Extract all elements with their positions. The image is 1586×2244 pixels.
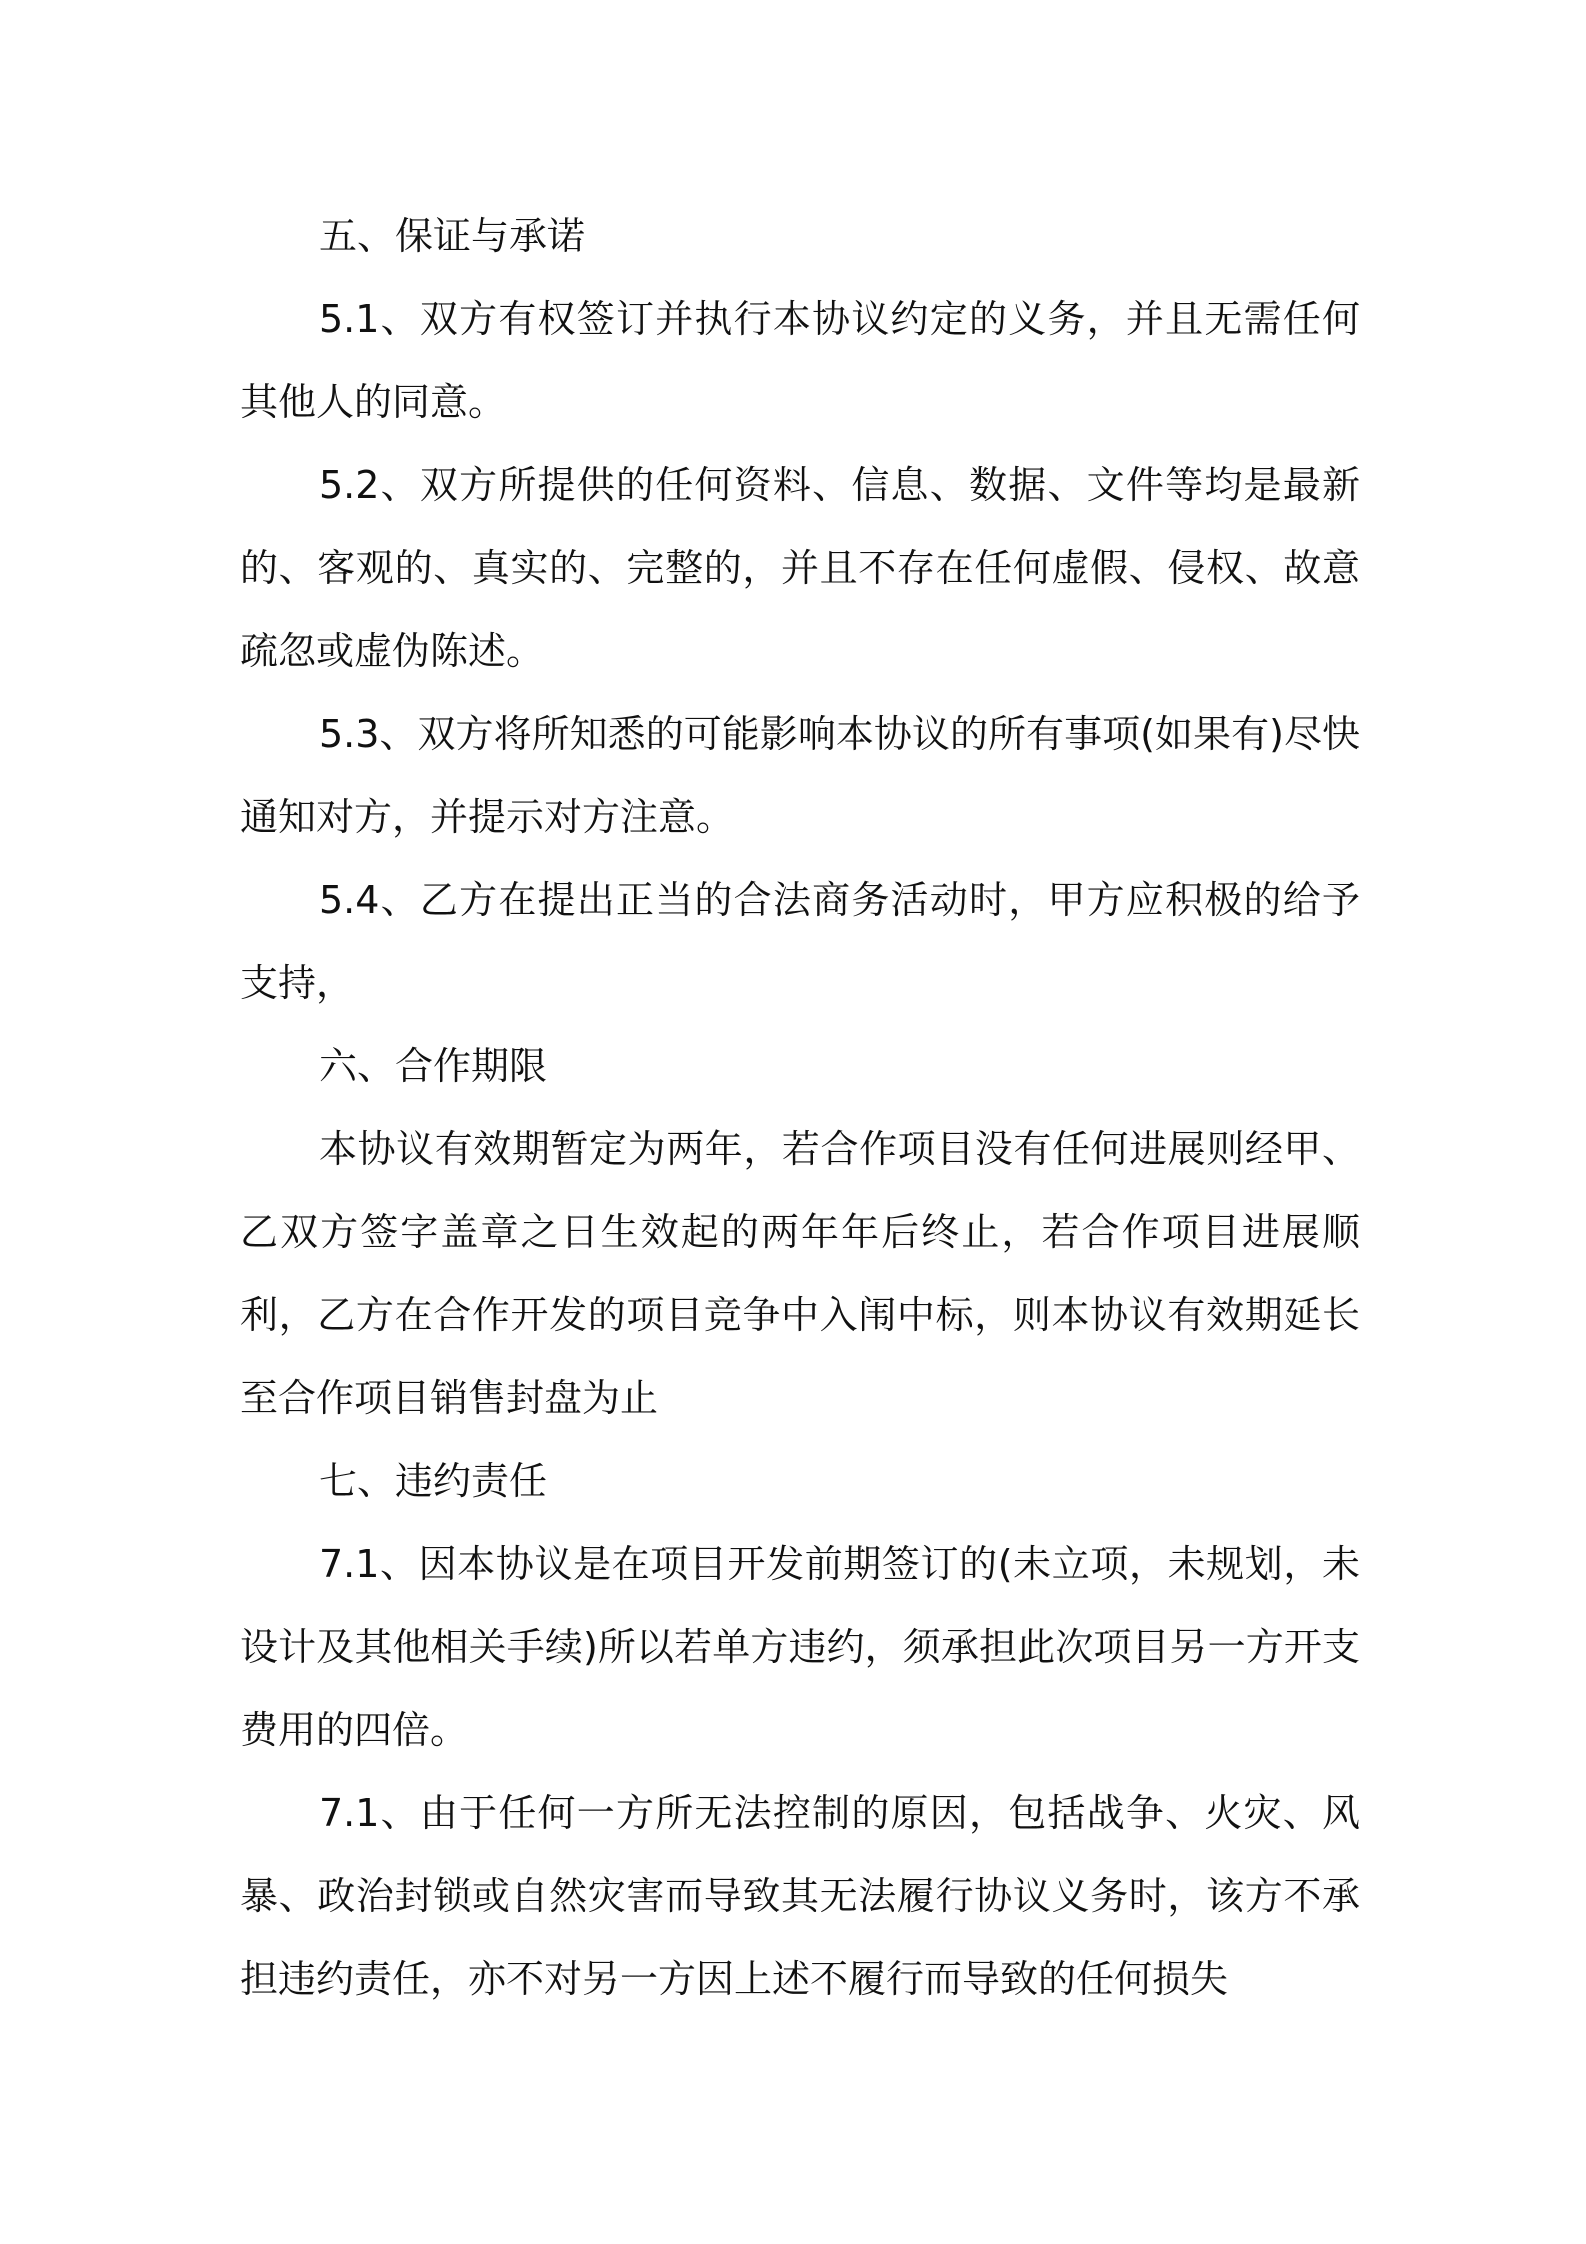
clause-7-1-a: 7.1、因本协议是在项目开发前期签订的(未立项，未规划，未设计及其他相关手续)所以若单方违约，须承担此次项目另一方开支费用的四倍。 <box>240 1542 1360 1752</box>
clause-5-2: 5.2、双方所提供的任何资料、信息、数据、文件等均是最新的、客观的、真实的、完整的，并且不存在任何虚假、侵权、故意疏忽或虚伪陈述。 <box>240 463 1360 673</box>
term-paragraph: 本协议有效期暂定为两年，若合作项目没有任何进展则经甲、乙双方签字盖章之日生效起的两年年后终止，若合作项目进展顺利，乙方在合作开发的项目竞争中入闱中标，则本协议有效期延长至合作项目销售封盘为止 <box>240 1127 1360 1420</box>
clause-5-4: 5.4、乙方在提出正当的合法商务活动时，甲方应积极的给予支持， <box>240 878 1360 1005</box>
clause-5-1: 5.1、双方有权签订并执行本协议约定的义务，并且无需任何其他人的同意。 <box>240 297 1360 424</box>
section-heading-6: 六、合作期限 <box>319 1044 548 1088</box>
clause-5-3: 5.3、双方将所知悉的可能影响本协议的所有事项(如果有)尽快通知对方，并提示对方注意。 <box>240 712 1360 839</box>
section-heading-7: 七、违约责任 <box>319 1459 548 1503</box>
clause-7-1-b: 7.1、由于任何一方所无法控制的原因，包括战争、火灾、风暴、政治封锁或自然灾害而导致其无法履行协议义务时，该方不承担违约责任，亦不对另一方因上述不履行而导致的任何损失 <box>240 1791 1360 2001</box>
section-heading-5: 五、保证与承诺 <box>319 214 586 258</box>
document-body <box>240 195 1360 2021</box>
